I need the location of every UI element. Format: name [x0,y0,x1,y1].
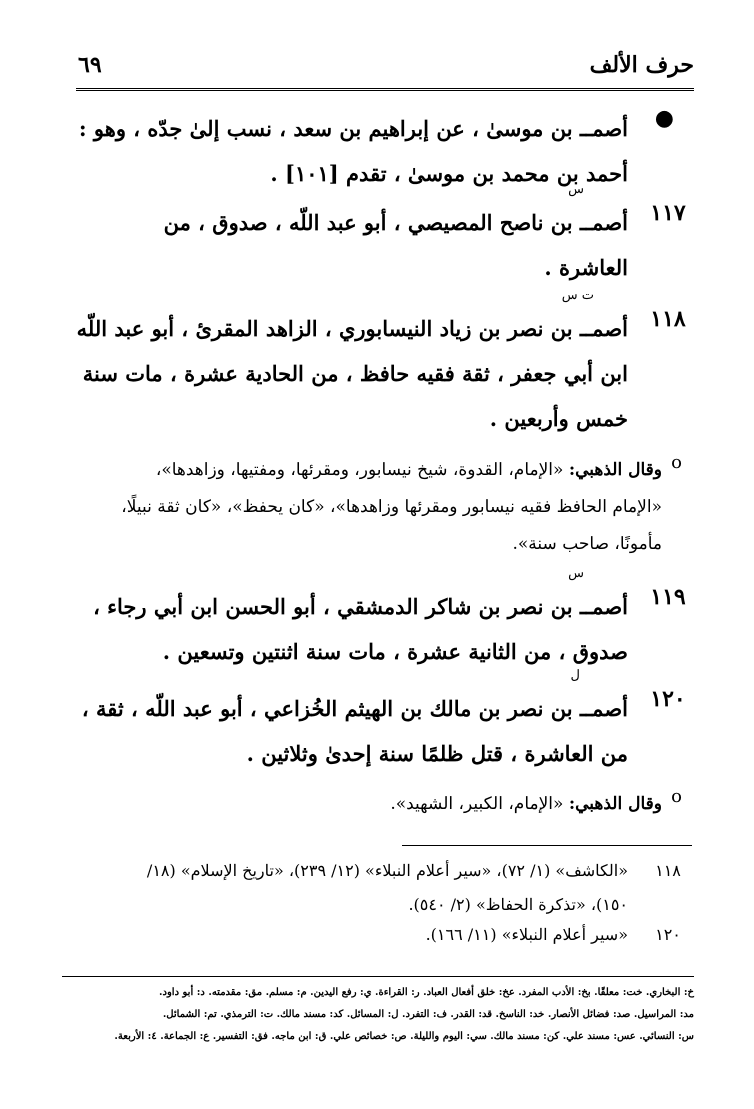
entry-117 [76,182,692,290]
rijal-symbol: س [568,566,584,581]
note-lead: وقال الذهبي: [568,794,662,814]
entry-text [76,306,628,441]
entry-number: ١١٩ [650,584,686,610]
footnote-118 [76,854,692,922]
entry-text [76,106,628,196]
note-line: وقال الذهبي: «الإمام، القدوة، شيخ نيسابور، ومقرئها، ومفتيها، وزاهدها»، [155,460,662,480]
rijal-symbol: س [568,182,584,197]
note-line: وقال الذهبي: «الإمام، الكبير، الشهيد». [390,794,662,814]
legend-line: مد: المراسيل. صد: فضائل الأنصار. خد: الناسخ. قد: القدر. ف: التفرد. ل: المسائل. كد: مسند مالك. ت: الترمذي. تم: الشمائل. [162,1009,694,1020]
note-marker: o [671,452,682,473]
legend-line: خ: البخاري. خت: معلقًا. بخ: الأدب المفرد. عخ: خلق أفعال العباد. ر: القراءة. ي: رفع اليدين. م: مسلم. مق: مقدمته. د: أبو داود. [159,987,694,998]
entry-text [76,686,628,776]
entry-line: ابن أبي جعفر ، ثقة فقيه حافظ ، من الحادية عشرة ، مات سنة [82,361,628,386]
legend-line: س: النسائي. عس: مسند علي. كن: مسند مالك. سي: اليوم والليلة. ص: خصائص علي. ق: ابن ماجه. فق: التفسير. ع: الجماعة. ٤: الأربعة. [114,1031,694,1042]
entry-line: صدوق ، من الثانية عشرة ، مات سنة اثنتين وتسعين . [162,639,628,664]
entry-119 [76,566,692,674]
entry-text [76,584,628,674]
footnote-text [76,854,628,922]
footnote-120 [76,918,692,952]
entry-line: من العاشرة ، قتل ظلمًا سنة إحدىٰ وثلاثين . [246,741,628,766]
footnote-number: ١١٨ [655,861,681,880]
entry-line: أصمــ بن ناصح المصيصي ، أبو عبد اللّه ، صدوق ، من [163,210,628,235]
footnote-number: ١٢٠ [655,925,681,944]
dhahabi-note-118 [76,452,692,563]
note-line: مأمونًا، صاحب سنة». [512,534,662,554]
legend-separator [62,976,694,977]
entry-text [76,200,628,290]
page-number: ٦٩ [78,52,102,78]
footnote-line: ١٥٠)، «تذكرة الحفاظ» (٢/ ٥٤٠). [408,895,628,914]
entry-line: أصمــ بن نصر بن مالك بن الهيثم الخُزاعي ، أبو عبد اللّه ، ثقة ، [81,696,628,721]
note-marker: o [671,786,682,807]
entry-line: العاشرة . [544,255,628,280]
entry-number: ١١٨ [650,306,686,332]
header-double-rule [76,88,694,94]
footnote-separator [402,845,692,846]
bullet-marker: ● [654,106,674,131]
note-text [76,452,662,563]
dhahabi-note-120 [76,786,692,823]
entry-120 [76,668,692,776]
entry-line: أصمــ بن نصر بن زياد النيسابوري ، الزاهد المقرئ ، أبو عبد اللّه [76,316,628,341]
entry-number: ١٢٠ [650,686,686,712]
entry-118 [76,288,692,441]
page-header [60,52,694,86]
note-line: «الإمام الحافظ فقيه نيسابور ومقرئها وزاهدها»، «كان يحفظ»، «كان ثقة نبيلًا، [121,497,662,517]
entry-line: أحمد بن محمد بن موسىٰ ، تقدم [١٠١] . [270,161,628,186]
entry-line: أصمــ بن موسىٰ ، عن إبراهيم بن سعد ، نسب إلىٰ جدّه ، وهو : [78,116,628,141]
entry-line: خمس وأربعين . [489,406,628,431]
entry-line: أصمــ بن نصر بن شاكر الدمشقي ، أبو الحسن ابن أبي رجاء ، [93,594,628,619]
footnote-line: «الكاشف» (١/ ٧٢)، «سير أعلام النبلاء» (١٢/ ٢٣٩)، «تاريخ الإسلام» (١٨/ [146,861,628,880]
symbol-legend [62,982,694,1048]
note-text [76,786,662,823]
footnote-text [76,918,628,952]
note-lead: وقال الذهبي: [568,460,662,480]
chapter-title: حرف الألف [589,52,694,78]
entry-number: ١١٧ [650,200,686,226]
rijal-symbol: ت س [561,288,594,303]
footnote-line: «سير أعلام النبلاء» (١١/ ١٦٦). [425,925,628,944]
rijal-symbol: ل [570,668,580,683]
entry-unnumbered [76,106,692,196]
